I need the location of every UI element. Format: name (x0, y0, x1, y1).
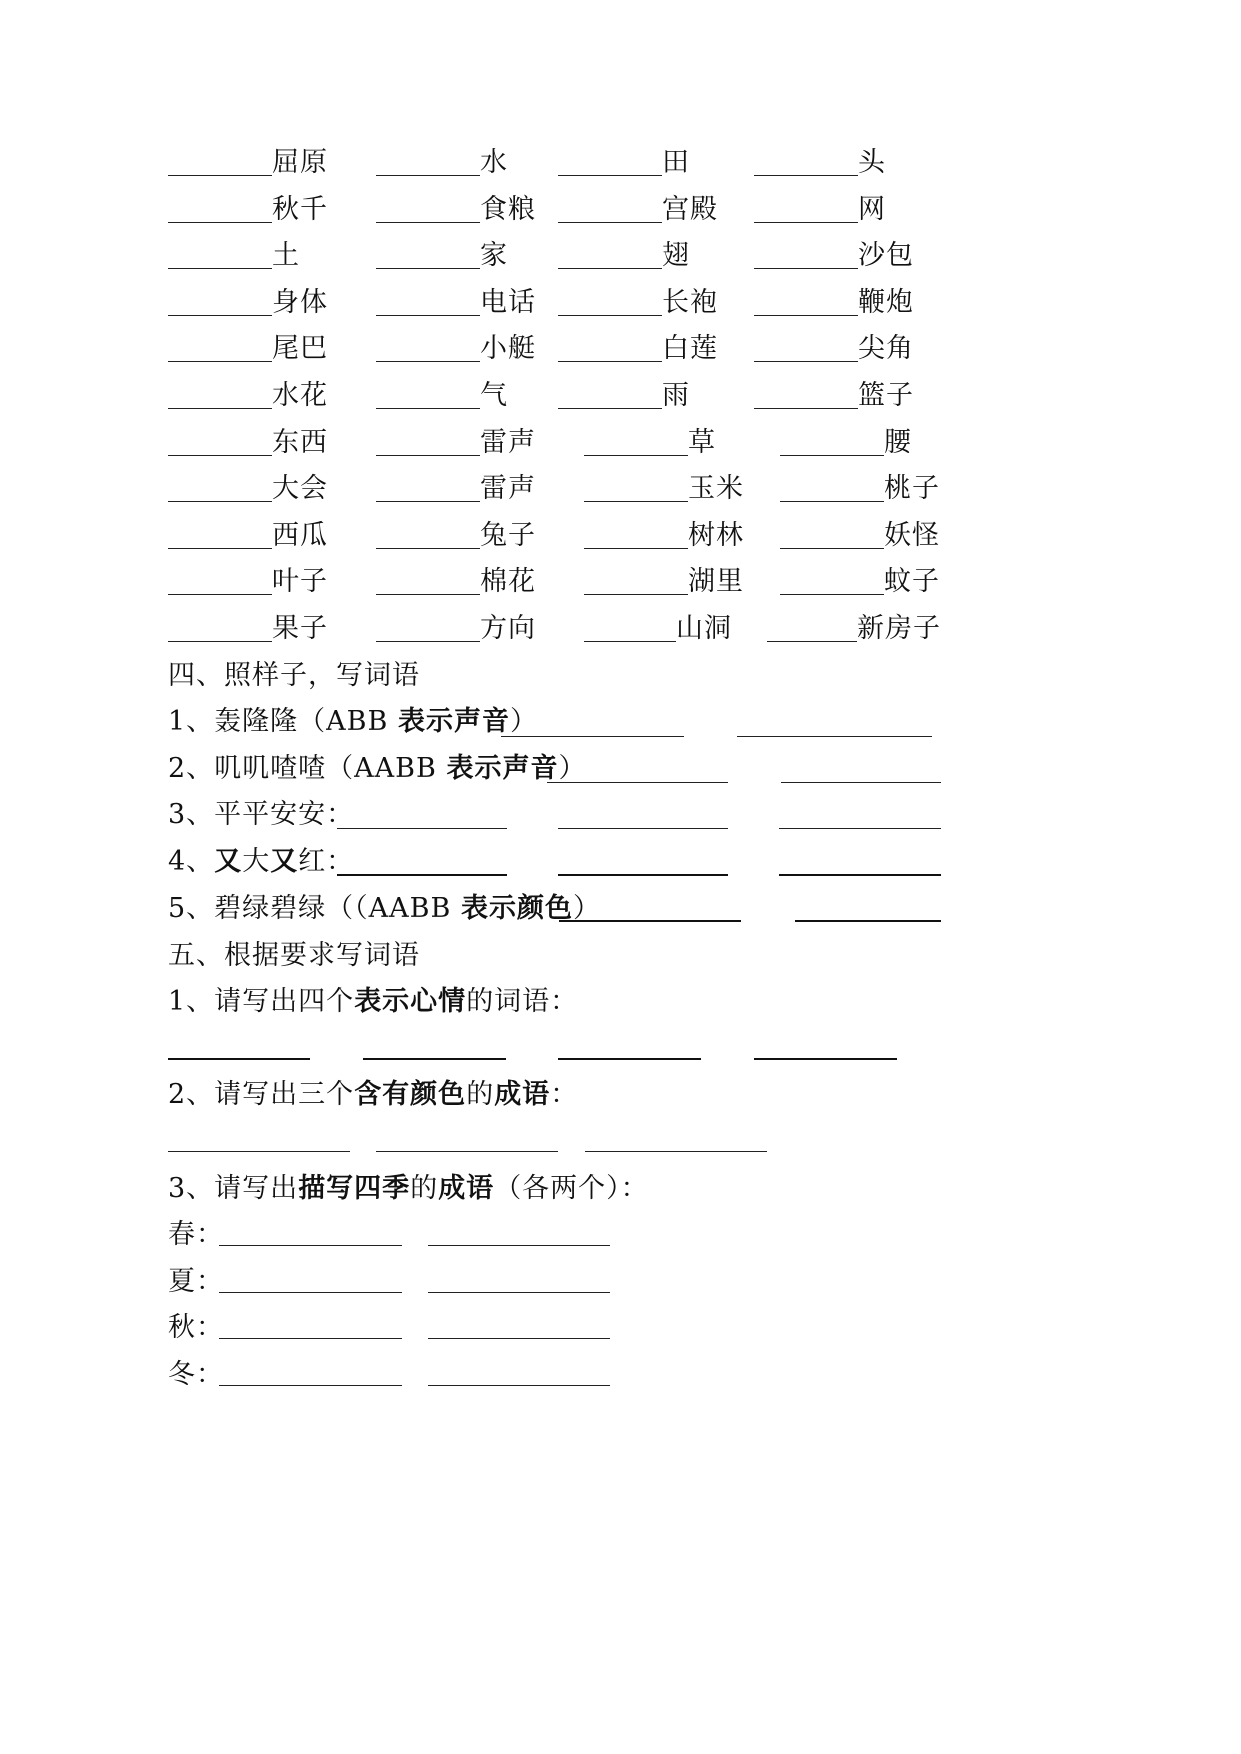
answer-line[interactable] (219, 1338, 402, 1339)
fill-word: 雷声 (480, 426, 536, 458)
answer-line[interactable] (428, 1385, 610, 1386)
fill-blank[interactable] (376, 428, 480, 456)
item-prefix: 1、轰隆隆（ABB (168, 706, 398, 737)
fill-word: 腰 (884, 426, 912, 458)
fill-word: 玉米 (688, 473, 744, 505)
q-bold-2: 成语 (438, 1173, 495, 1204)
fill-cell (558, 193, 718, 227)
q-bold: 表示心情 (354, 986, 467, 1017)
fill-cell (168, 332, 328, 366)
fill-word: 果子 (272, 613, 328, 644)
item-prefix: 4、 (168, 846, 215, 877)
fill-blank[interactable] (584, 614, 676, 642)
fill-word: 蚊子 (884, 566, 940, 598)
section5-q3 (168, 1171, 649, 1207)
fill-cell (376, 612, 536, 646)
fill-blank[interactable] (168, 614, 272, 642)
answer-line[interactable] (795, 920, 941, 922)
fill-word: 电话 (480, 286, 536, 318)
fill-cell (754, 379, 914, 413)
item-bold: 表示颜色 (460, 893, 573, 924)
answer-line[interactable] (585, 1151, 767, 1152)
item-suffix: ） (572, 893, 601, 924)
fill-blank[interactable] (376, 195, 480, 223)
fill-word: 叶子 (272, 566, 328, 598)
fill-blank[interactable] (754, 195, 858, 223)
item-bold: 表示声音 (446, 753, 559, 784)
fill-word: 新房子 (857, 613, 941, 644)
item-bold-2: 又 (270, 846, 299, 877)
fill-word: 田 (662, 147, 690, 178)
q-suffix: （各两个）： (494, 1173, 649, 1204)
fill-word: 妖怪 (884, 519, 940, 551)
answer-line[interactable] (428, 1338, 610, 1339)
fill-word: 草 (688, 426, 716, 458)
fill-word: 家 (480, 240, 508, 272)
section4-item-3 (168, 797, 354, 833)
fill-cell (767, 612, 941, 646)
fill-word: 东西 (272, 426, 328, 458)
fill-cell (376, 286, 536, 320)
fill-blank[interactable] (376, 334, 480, 362)
fill-cell (780, 426, 912, 460)
fill-word: 方向 (480, 613, 536, 644)
fill-cell (168, 379, 328, 413)
answer-line[interactable] (547, 782, 728, 783)
fill-blank[interactable] (754, 288, 858, 316)
fill-cell (168, 146, 328, 180)
fill-blank[interactable] (584, 521, 688, 549)
answer-line[interactable] (168, 1058, 310, 1060)
fill-blank[interactable] (780, 428, 884, 456)
fill-word: 白莲 (662, 333, 718, 365)
section4-item-2 (168, 751, 586, 787)
fill-word: 雨 (662, 380, 690, 411)
answer-line[interactable] (737, 736, 932, 737)
item-prefix: 2、叽叽喳喳（AABB (168, 753, 447, 784)
fill-blank[interactable] (168, 381, 272, 409)
answer-line[interactable] (779, 874, 941, 876)
fill-blank[interactable] (168, 148, 272, 176)
item-suffix: 红： (298, 846, 355, 877)
fill-word: 沙包 (858, 240, 914, 272)
answer-line[interactable] (558, 1058, 701, 1060)
fill-blank[interactable] (376, 521, 480, 549)
fill-blank[interactable] (168, 241, 272, 269)
fill-word: 气 (480, 380, 508, 411)
fill-blank[interactable] (558, 288, 662, 316)
q-suffix: 的词语： (466, 986, 579, 1017)
item-prefix: 3、平平安安： (168, 799, 355, 830)
q-bold-2: 成语 (494, 1079, 551, 1110)
fill-blank[interactable] (168, 521, 272, 549)
answer-line[interactable] (376, 1151, 558, 1152)
fill-word: 桃子 (884, 473, 940, 505)
fill-cell (754, 286, 914, 320)
answer-line[interactable] (337, 828, 507, 829)
fill-cell (558, 146, 690, 180)
fill-blank[interactable] (558, 195, 662, 223)
fill-blank[interactable] (584, 474, 688, 502)
fill-cell (168, 519, 328, 553)
answer-line[interactable] (428, 1245, 610, 1246)
fill-word: 土 (272, 240, 300, 272)
fill-word: 山洞 (676, 613, 732, 644)
fill-word: 长袍 (662, 286, 718, 318)
fill-blank[interactable] (584, 428, 688, 456)
item-bold: 表示声音 (397, 706, 510, 737)
fill-cell (168, 565, 328, 599)
section5-q2 (168, 1077, 578, 1113)
answer-line[interactable] (781, 782, 941, 783)
fill-word: 树林 (688, 519, 744, 551)
q-prefix: 2、请写出三个 (168, 1079, 355, 1110)
fill-word: 屈原 (272, 147, 328, 178)
fill-cell (168, 426, 328, 460)
answer-line[interactable] (779, 828, 941, 829)
fill-cell (376, 472, 536, 506)
fill-blank[interactable] (376, 381, 480, 409)
q-prefix: 1、请写出四个 (168, 986, 355, 1017)
fill-blank[interactable] (780, 567, 884, 595)
fill-word: 小艇 (480, 333, 536, 365)
fill-cell (558, 379, 690, 413)
section4-item-4 (168, 844, 354, 880)
fill-blank[interactable] (168, 428, 272, 456)
fill-cell (780, 519, 940, 553)
fill-cell (558, 286, 718, 320)
section5-q1 (168, 984, 578, 1020)
fill-cell (376, 426, 536, 460)
fill-blank[interactable] (168, 567, 272, 595)
fill-blank[interactable] (168, 288, 272, 316)
fill-cell (376, 519, 536, 553)
fill-word: 尾巴 (272, 333, 328, 365)
answer-line[interactable] (219, 1292, 402, 1293)
fill-blank[interactable] (558, 334, 662, 362)
fill-blank[interactable] (376, 288, 480, 316)
fill-blank[interactable] (376, 567, 480, 595)
fill-cell (584, 519, 744, 553)
fill-blank[interactable] (754, 148, 858, 176)
fill-word: 身体 (272, 286, 328, 318)
fill-word: 兔子 (480, 519, 536, 551)
season-winter-label: 冬： (168, 1359, 224, 1390)
fill-blank[interactable] (376, 241, 480, 269)
season-autumn-label: 秋： (168, 1312, 224, 1343)
q-bold: 描写四季 (298, 1173, 411, 1204)
answer-line[interactable] (559, 920, 741, 922)
section4-item-5 (168, 891, 601, 927)
fill-cell (780, 472, 940, 506)
fill-word: 西瓜 (272, 519, 328, 551)
fill-word: 食粮 (480, 193, 536, 225)
fill-blank[interactable] (754, 241, 858, 269)
season-summer-label: 夏： (168, 1266, 224, 1297)
answer-line[interactable] (219, 1245, 402, 1246)
q-mid: 的 (410, 1173, 439, 1204)
fill-cell (168, 193, 328, 227)
fill-word: 篮子 (858, 380, 914, 411)
fill-word: 雷声 (480, 473, 536, 505)
fill-blank[interactable] (754, 334, 858, 362)
answer-line[interactable] (168, 1151, 350, 1152)
season-spring-label: 春： (168, 1219, 224, 1250)
fill-cell (168, 472, 328, 506)
section4-item-1 (168, 704, 538, 740)
fill-cell (584, 426, 716, 460)
section5-title: 五、根据要求写词语 (168, 940, 420, 971)
fill-cell (168, 286, 328, 320)
fill-word: 翅 (662, 240, 690, 272)
fill-cell (168, 239, 300, 273)
item-prefix: 5、碧绿碧绿（（AABB (168, 893, 461, 924)
fill-cell (754, 193, 886, 227)
fill-blank[interactable] (767, 614, 857, 642)
fill-blank[interactable] (376, 474, 480, 502)
section4-title: 四、照样子，写词语 (168, 660, 420, 691)
fill-word: 水 (480, 147, 508, 178)
fill-word: 大会 (272, 473, 328, 505)
q-mid: 的 (466, 1079, 495, 1110)
answer-line[interactable] (363, 1058, 506, 1060)
q-suffix: ： (550, 1079, 579, 1110)
fill-cell (376, 239, 508, 273)
fill-blank[interactable] (376, 148, 480, 176)
fill-cell (376, 332, 536, 366)
answer-line[interactable] (558, 874, 728, 876)
fill-cell (584, 565, 744, 599)
fill-blank[interactable] (754, 381, 858, 409)
answer-line[interactable] (558, 828, 728, 829)
fill-cell (754, 146, 886, 180)
item-mid: 大 (242, 846, 271, 877)
fill-cell (376, 565, 536, 599)
fill-word: 头 (858, 147, 886, 178)
fill-cell (376, 193, 536, 227)
fill-word: 秋千 (272, 193, 328, 225)
fill-blank[interactable] (376, 614, 480, 642)
fill-cell (584, 612, 732, 646)
fill-cell (754, 332, 914, 366)
fill-blank[interactable] (558, 381, 662, 409)
fill-blank[interactable] (168, 474, 272, 502)
fill-word: 宫殿 (662, 193, 718, 225)
fill-word: 鞭炮 (858, 286, 914, 318)
fill-blank[interactable] (168, 334, 272, 362)
fill-cell (754, 239, 914, 273)
fill-word: 棉花 (480, 566, 536, 598)
fill-blank[interactable] (584, 567, 688, 595)
fill-cell (168, 612, 328, 646)
fill-cell (780, 565, 940, 599)
item-suffix: ） (509, 706, 538, 737)
fill-word: 尖角 (858, 333, 914, 365)
fill-word: 湖里 (688, 566, 744, 598)
fill-cell (376, 379, 508, 413)
answer-line[interactable] (501, 736, 684, 737)
answer-line[interactable] (219, 1385, 402, 1386)
fill-cell (584, 472, 744, 506)
q-bold: 含有颜色 (354, 1079, 467, 1110)
fill-cell (558, 239, 690, 273)
q-prefix: 3、请写出 (168, 1173, 299, 1204)
fill-blank[interactable] (780, 521, 884, 549)
fill-cell (558, 332, 718, 366)
item-bold: 又 (214, 846, 243, 877)
fill-cell (376, 146, 508, 180)
fill-blank[interactable] (558, 148, 662, 176)
fill-blank[interactable] (558, 241, 662, 269)
answer-line[interactable] (337, 874, 507, 876)
fill-blank[interactable] (780, 474, 884, 502)
item-suffix: ） (558, 753, 587, 784)
fill-blank[interactable] (168, 195, 272, 223)
fill-word: 水花 (272, 380, 328, 411)
fill-word: 网 (858, 193, 886, 225)
answer-line[interactable] (754, 1058, 897, 1060)
answer-line[interactable] (428, 1292, 610, 1293)
